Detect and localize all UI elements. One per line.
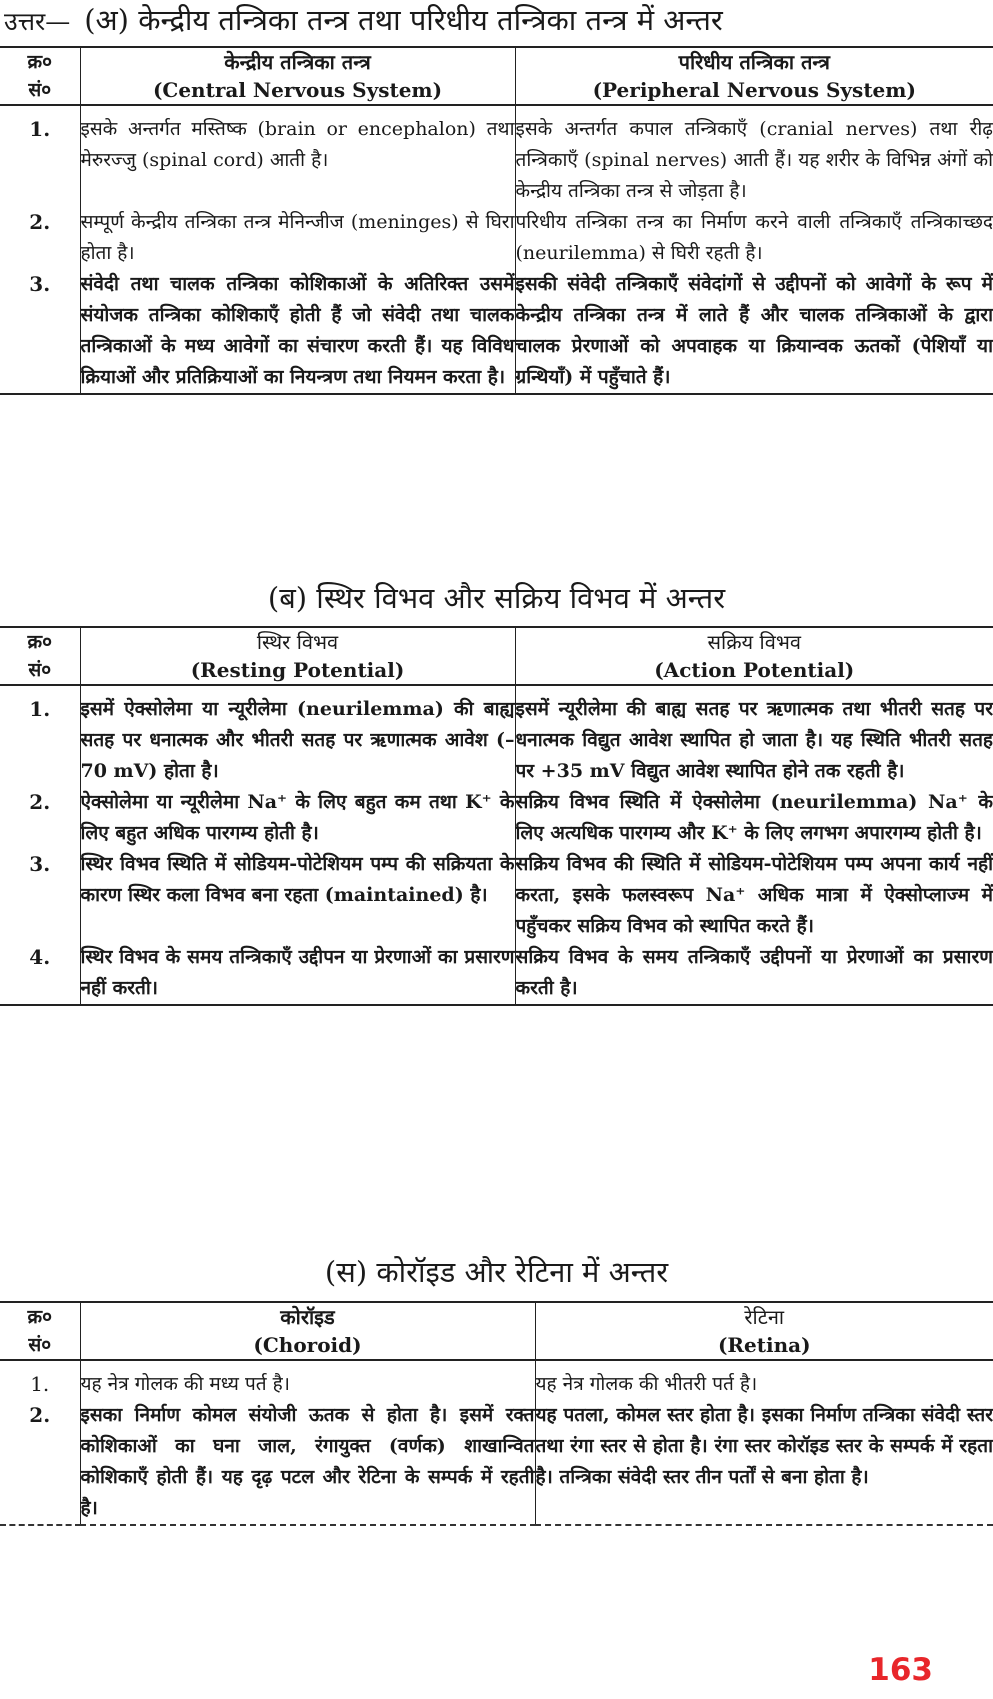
table-row: 2. सम्पूर्ण केन्द्रीय तन्त्रिका तन्त्र मेनिन्जीज (meninges) से घिरा होता है। परिधीय तन्त्रिका तन्त्र का निर्माण करने वाली तन्त्रिकाएँ तन्त्रिकाच्छद (neurilemma) से घिरी रहती है। xyxy=(0,207,993,269)
section-a-heading xyxy=(4,0,723,42)
action-potential-cell: सक्रिय विभव की स्थिति में सोडियम-पोटेशियम पम्प अपना कार्य नहीं करता, इसके फलस्वरूप Na⁺ अधिक मात्रा में ऐक्सोप्लाज्म में पहुँचकर सक्रिय विभव को स्थापित करते हैं। xyxy=(515,849,993,942)
cns-cell: संवेदी तथा चालक तन्त्रिका कोशिकाओं के अतिरिक्त उसमें संयोजक तन्त्रिका कोशिकाएँ होती हैं जो संवेदी तथा चालक तन्त्रिकाओं के मध्य आवेगों का संचारण करती हैं। यह विविध क्रियाओं और प्रतिक्रियाओं का नियन्त्रण तथा नियमन करता है। xyxy=(80,269,515,394)
column-header-cns: केन्द्रीय तन्त्रिका तन्त्र (Central Nervous System) xyxy=(80,47,515,105)
resting-potential-cell: इसमें ऐक्सोलेमा या न्यूरीलेमा (neurilemma) की बाह्य सतह पर धनात्मक और भीतरी सतह पर ऋणात्मक आवेश (– 70 mV) होता है। xyxy=(80,685,515,787)
page-number: 163 xyxy=(868,1652,933,1688)
table-row: 1. इसमें ऐक्सोलेमा या न्यूरीलेमा (neurilemma) की बाह्य सतह पर धनात्मक और भीतरी सतह पर ऋणात्मक आवेश (– 70 mV) होता है। इसमें न्यूरीलेमा की बाह्य सतह पर ऋणात्मक तथा भीतरी सतह पर धनात्मक विद्युत आवेश स्थापित हो जाता है। यह स्थिति भीतरी सतह पर +35 mV विद्युत आवेश स्थापित होने तक रहती है। xyxy=(0,685,993,787)
table-header-row xyxy=(0,627,993,685)
choroid-retina-table xyxy=(0,1301,993,1526)
section-a-title: (अ) केन्द्रीय तन्त्रिका तन्त्र तथा परिधीय तन्त्रिका तन्त्र में अन्तर xyxy=(84,3,723,37)
action-potential-cell: इसमें न्यूरीलेमा की बाह्य सतह पर ऋणात्मक तथा भीतरी सतह पर धनात्मक विद्युत आवेश स्थापित हो जाता है। यह स्थिति भीतरी सतह पर +35 mV विद्युत आवेश स्थापित होने तक रहती है। xyxy=(515,685,993,787)
table-row: 3. स्थिर विभव स्थिति में सोडियम-पोटेशियम पम्प की सक्रियता के कारण स्थिर कला विभव बना रहता (maintained) है। सक्रिय विभव की स्थिति में सोडियम-पोटेशियम पम्प अपना कार्य नहीं करता, इसके फलस्वरूप Na⁺ अधिक मात्रा में ऐक्सोप्लाज्म में पहुँचकर सक्रिय विभव को स्थापित करते हैं। xyxy=(0,849,993,942)
table-row: 4. स्थिर विभव के समय तन्त्रिकाएँ उद्दीपन या प्रेरणाओं का प्रसारण नहीं करती। सक्रिय विभव के समय तन्त्रिकाएँ उद्दीपनों या प्रेरणाओं का प्रसारण करती है। xyxy=(0,942,993,1005)
pns-cell: इसकी संवेदी तन्त्रिकाएँ संवेदांगों से उद्दीपनों को आवेगों के रूप में केन्द्रीय तन्त्रिका तन्त्र में लाते हैं और चालक तन्त्रिकाओं के द्वारा चालक प्रेरणाओं को अपवाहक या क्रियान्वक ऊतकों (पेशियाँ या ग्रन्थियाँ) में पहुँचाते हैं। xyxy=(515,269,993,394)
table-row: 2. इसका निर्माण कोमल संयोजी ऊतक से होता है। इसमें रक्त कोशिकाओं का घना जाल, रंगायुक्त (वर्णक) शाखान्वित कोशिकाएँ होती हैं। यह दृढ़ पटल और रेटिना के सम्पर्क में रहती है। यह पतला, कोमल स्तर होता है। इसका निर्माण तन्त्रिका संवेदी स्तर तथा रंगा स्तर से होता है। रंगा स्तर कोरॉइड स्तर के सम्पर्क में रहता है। तन्त्रिका संवेदी स्तर तीन पर्तों से बना होता है। xyxy=(0,1400,993,1525)
answer-prefix: उत्तर— xyxy=(4,7,71,36)
table-row: 1. इसके अन्तर्गत मस्तिष्क (brain or encephalon) तथा मेरुरज्जु (spinal cord) आती है। इसके अन्तर्गत कपाल तन्त्रिकाएँ (cranial nerves) तथा रीढ़ तन्त्रिकाएँ (spinal nerves) आती हैं। यह शरीर के विभिन्न अंगों को केन्द्रीय तन्त्रिका तन्त्र से जोड़ता है। xyxy=(0,105,993,207)
choroid-cell: इसका निर्माण कोमल संयोजी ऊतक से होता है। इसमें रक्त कोशिकाओं का घना जाल, रंगायुक्त (वर्णक) शाखान्वित कोशिकाएँ होती हैं। यह दृढ़ पटल और रेटिना के सम्पर्क में रहती है। xyxy=(80,1400,535,1525)
table-row: 2. ऐक्सोलेमा या न्यूरीलेमा Na⁺ के लिए बहुत कम तथा K⁺ के लिए बहुत अधिक पारगम्य होती है। सक्रिय विभव स्थिति में ऐक्सोलेमा (neurilemma) Na⁺ के लिए अत्यधिक पारगम्य और K⁺ के लिए लगभग अपारगम्य होती है। xyxy=(0,787,993,849)
serial-header: क्र० सं० xyxy=(27,1306,52,1356)
column-header-retina: रेटिना (Retina) xyxy=(535,1302,993,1360)
column-header-choroid: कोरॉइड (Choroid) xyxy=(80,1302,535,1360)
action-potential-cell: सक्रिय विभव के समय तन्त्रिकाएँ उद्दीपनों या प्रेरणाओं का प्रसारण करती है। xyxy=(515,942,993,1005)
serial-header: क्र० सं० xyxy=(27,631,52,681)
column-header-action-potential: सक्रिय विभव (Action Potential) xyxy=(515,627,993,685)
table-header-row xyxy=(0,47,993,105)
retina-cell: यह नेत्र गोलक की भीतरी पर्त है। xyxy=(535,1360,993,1400)
column-header-resting-potential: स्थिर विभव (Resting Potential) xyxy=(80,627,515,685)
table-row: 1. यह नेत्र गोलक की मध्य पर्त है। यह नेत्र गोलक की भीतरी पर्त है। xyxy=(0,1360,993,1400)
choroid-cell: यह नेत्र गोलक की मध्य पर्त है। xyxy=(80,1360,535,1400)
resting-potential-cell: स्थिर विभव स्थिति में सोडियम-पोटेशियम पम्प की सक्रियता के कारण स्थिर कला विभव बना रहता (maintained) है। xyxy=(80,849,515,942)
resting-action-potential-table xyxy=(0,626,993,1006)
serial-header: क्र० सं० xyxy=(27,51,52,101)
table-header-row xyxy=(0,1302,993,1360)
resting-potential-cell: ऐक्सोलेमा या न्यूरीलेमा Na⁺ के लिए बहुत कम तथा K⁺ के लिए बहुत अधिक पारगम्य होती है। xyxy=(80,787,515,849)
pns-cell: इसके अन्तर्गत कपाल तन्त्रिकाएँ (cranial nerves) तथा रीढ़ तन्त्रिकाएँ (spinal nerves) आती हैं। यह शरीर के विभिन्न अंगों को केन्द्रीय तन्त्रिका तन्त्र से जोड़ता है। xyxy=(515,105,993,207)
resting-potential-cell: स्थिर विभव के समय तन्त्रिकाएँ उद्दीपन या प्रेरणाओं का प्रसारण नहीं करती। xyxy=(80,942,515,1005)
section-b-heading: (ब) स्थिर विभव और सक्रिय विभव में अन्तर xyxy=(267,581,726,615)
cns-cell: इसके अन्तर्गत मस्तिष्क (brain or encephalon) तथा मेरुरज्जु (spinal cord) आती है। xyxy=(80,105,515,207)
action-potential-cell: सक्रिय विभव स्थिति में ऐक्सोलेमा (neurilemma) Na⁺ के लिए अत्यधिक पारगम्य और K⁺ के लिए लगभग अपारगम्य होती है। xyxy=(515,787,993,849)
section-c-heading: (स) कोरॉइड और रेटिना में अन्तर xyxy=(324,1255,669,1289)
column-header-pns: परिधीय तन्त्रिका तन्त्र (Peripheral Nervous System) xyxy=(515,47,993,105)
retina-cell: यह पतला, कोमल स्तर होता है। इसका निर्माण तन्त्रिका संवेदी स्तर तथा रंगा स्तर से होता है। रंगा स्तर कोरॉइड स्तर के सम्पर्क में रहता है। तन्त्रिका संवेदी स्तर तीन पर्तों से बना होता है। xyxy=(535,1400,993,1525)
table-row: 3. संवेदी तथा चालक तन्त्रिका कोशिकाओं के अतिरिक्त उसमें संयोजक तन्त्रिका कोशिकाएँ होती हैं जो संवेदी तथा चालक तन्त्रिकाओं के मध्य आवेगों का संचारण करती हैं। यह विविध क्रियाओं और प्रतिक्रियाओं का नियन्त्रण तथा नियमन करता है। इसकी संवेदी तन्त्रिकाएँ संवेदांगों से उद्दीपनों को आवेगों के रूप में केन्द्रीय तन्त्रिका तन्त्र में लाते हैं और चालक तन्त्रिकाओं के द्वारा चालक प्रेरणाओं को अपवाहक या क्रियान्वक ऊतकों (पेशियाँ या ग्रन्थियाँ) में पहुँचाते हैं। xyxy=(0,269,993,394)
cns-pns-table xyxy=(0,46,993,395)
pns-cell: परिधीय तन्त्रिका तन्त्र का निर्माण करने वाली तन्त्रिकाएँ तन्त्रिकाच्छद (neurilemma) से घिरी रहती है। xyxy=(515,207,993,269)
cns-cell: सम्पूर्ण केन्द्रीय तन्त्रिका तन्त्र मेनिन्जीज (meninges) से घिरा होता है। xyxy=(80,207,515,269)
